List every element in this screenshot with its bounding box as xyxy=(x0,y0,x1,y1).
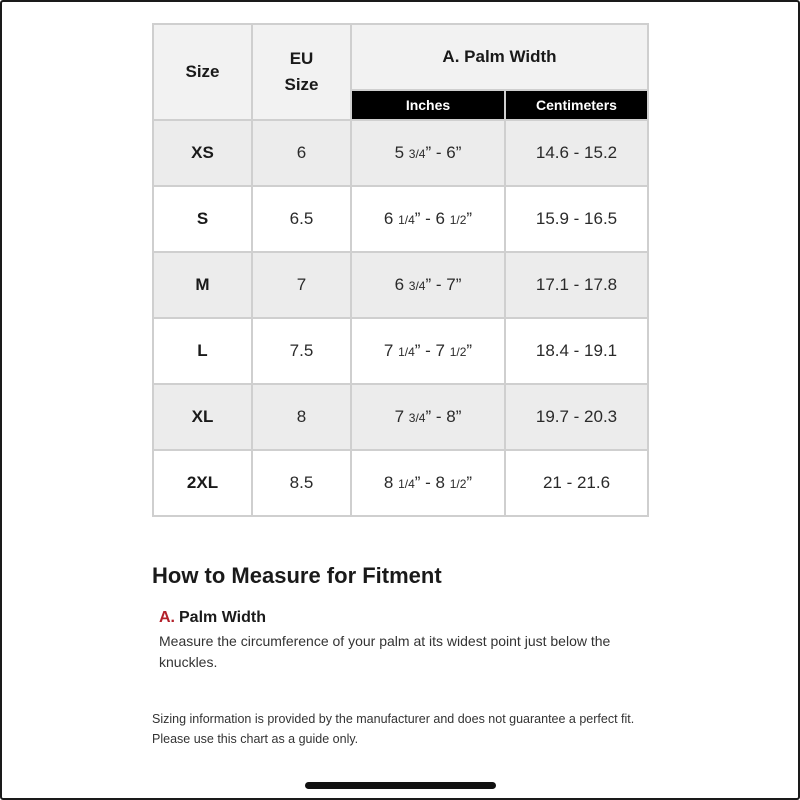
inches-cell: 6 3/4” - 7” xyxy=(351,252,505,318)
header-size-label: Size xyxy=(185,62,220,81)
header-inches xyxy=(351,90,505,120)
header-row xyxy=(153,24,648,90)
header-eu-line1: EU xyxy=(289,49,314,68)
cm-cell: 14.6 - 15.2 xyxy=(505,120,648,186)
fitment-section-title: How to Measure for Fitment xyxy=(152,563,442,588)
table-row xyxy=(153,318,648,384)
size-cell: 2XL xyxy=(153,450,252,516)
eu-cell: 6.5 xyxy=(252,186,351,252)
size-cell: XL xyxy=(153,384,252,450)
size-cell: S xyxy=(153,186,252,252)
cm-cell: 19.7 - 20.3 xyxy=(505,384,648,450)
header-eu-size xyxy=(252,24,351,120)
eu-cell: 8 xyxy=(252,384,351,450)
cm-cell: 21 - 21.6 xyxy=(505,450,648,516)
measure-item-name: Palm Width xyxy=(179,609,266,626)
header-palm-width xyxy=(351,24,648,90)
eu-cell: 7.5 xyxy=(252,318,351,384)
size-cell: L xyxy=(153,318,252,384)
disclaimer-line-2: Please use this chart as a guide only. xyxy=(152,732,359,746)
cm-cell: 17.1 - 17.8 xyxy=(505,252,648,318)
sizing-disclaimer xyxy=(152,709,652,749)
disclaimer-line-1: Sizing information is provided by the manufacturer and does not guarantee a perfect fit. xyxy=(152,712,635,726)
measure-item-title xyxy=(159,609,266,627)
table-row xyxy=(153,252,648,318)
eu-cell: 7 xyxy=(252,252,351,318)
header-inches-label: Inches xyxy=(405,97,451,113)
cm-cell: 15.9 - 16.5 xyxy=(505,186,648,252)
inches-cell: 8 1/4” - 8 1/2” xyxy=(351,450,505,516)
size-cell: XS xyxy=(153,120,252,186)
inches-cell: 6 1/4” - 6 1/2” xyxy=(351,186,505,252)
measure-item-letter: A. xyxy=(159,609,175,626)
header-centimeters-label: Centimeters xyxy=(536,97,617,113)
inches-cell: 7 1/4” - 7 1/2” xyxy=(351,318,505,384)
measure-item-description: Measure the circumference of your palm at its widest point just below the knuckles. xyxy=(159,633,611,670)
size-cell: M xyxy=(153,252,252,318)
table-row xyxy=(153,120,648,186)
size-chart-table xyxy=(152,23,649,517)
inches-cell: 7 3/4” - 8” xyxy=(351,384,505,450)
table-row xyxy=(153,384,648,450)
inches-cell: 5 3/4” - 6” xyxy=(351,120,505,186)
table-row xyxy=(153,186,648,252)
home-indicator[interactable] xyxy=(305,782,496,789)
table-row xyxy=(153,450,648,516)
eu-cell: 6 xyxy=(252,120,351,186)
header-palm-width-label: A. Palm Width xyxy=(442,47,557,66)
header-eu-line2: Size xyxy=(284,75,319,94)
header-size xyxy=(153,24,252,120)
eu-cell: 8.5 xyxy=(252,450,351,516)
header-centimeters xyxy=(505,90,648,120)
cm-cell: 18.4 - 19.1 xyxy=(505,318,648,384)
